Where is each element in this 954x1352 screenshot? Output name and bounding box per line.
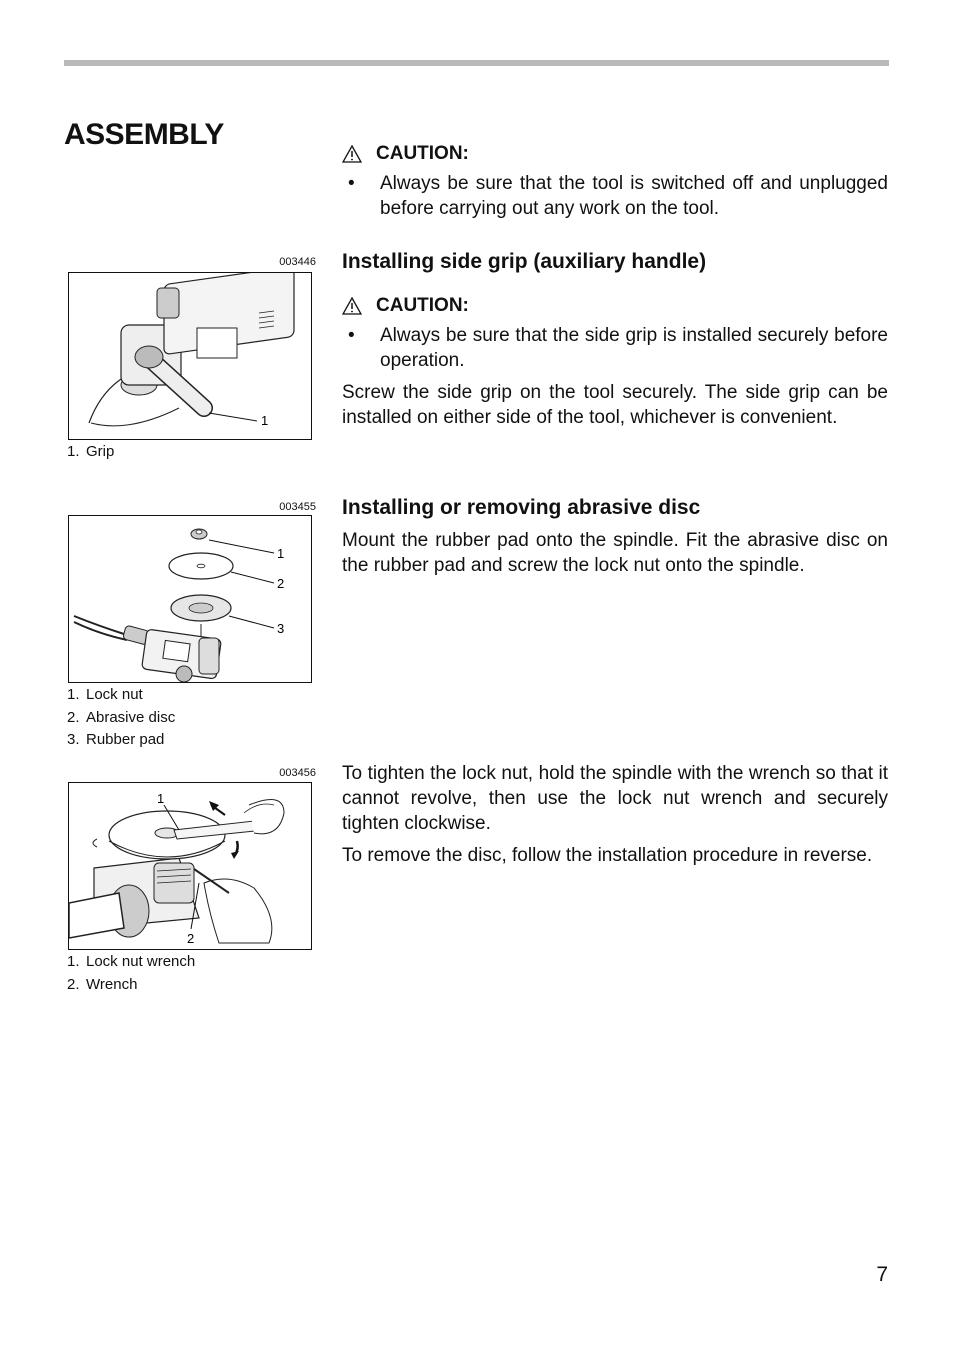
side-grip-heading: Installing side grip (auxiliary handle) <box>342 250 707 273</box>
figure-callout: 3 <box>277 621 285 636</box>
figure-callout: 1 <box>277 546 285 561</box>
caution-bullet: • Always be sure that the tool is switched off and unplugged before carrying out any work on the tool. <box>348 173 888 219</box>
figure-callout: 2 <box>277 576 285 591</box>
tighten-paragraph: To tighten the lock nut, hold the spindle with the wrench so that it cannot revolve, then use the lock nut wrench and securely tighten clockwise. <box>342 763 888 834</box>
legend-item: 2. Abrasive disc <box>67 708 176 726</box>
legend-item: 1. Lock nut <box>67 686 143 703</box>
tighten-section <box>342 761 888 868</box>
legend-item: 1. Lock nut wrench <box>67 953 196 970</box>
abrasive-disc-paragraph: Mount the rubber pad onto the spindle. Fit the abrasive disc on the rubber pad and screw the lock nut onto the spindle. <box>342 530 888 576</box>
page-number: 7 <box>876 1263 888 1286</box>
warning-triangle-icon <box>342 297 362 315</box>
figure-legend <box>67 951 195 996</box>
side-grip-section <box>342 250 888 430</box>
figure-legend <box>67 684 175 752</box>
caution-heading <box>342 143 888 165</box>
abrasive-disc-heading: Installing or removing abrasive disc <box>342 496 701 519</box>
figure-callout: 1 <box>261 413 269 428</box>
figure-callout: 1 <box>157 791 165 806</box>
legend-item: 3. Rubber pad <box>67 731 165 748</box>
warning-triangle-icon <box>342 145 362 163</box>
figure-legend <box>67 441 114 464</box>
figure-lock-nut-wrench <box>68 782 312 950</box>
abrasive-disc-section <box>342 496 888 578</box>
disc-assembly-illustration <box>69 516 312 683</box>
figure-side-grip <box>68 272 312 440</box>
wrench-tightening-illustration <box>69 783 312 950</box>
legend-item: 2. Wrench <box>67 975 138 993</box>
section-title: ASSEMBLY <box>64 118 224 151</box>
caution-label: CAUTION: <box>376 143 469 164</box>
figure-abrasive-disc <box>68 515 312 683</box>
legend-item: 1. Grip <box>67 443 115 460</box>
figure-code: 003455 <box>279 501 316 513</box>
side-grip-paragraph: Screw the side grip on the tool securely. The side grip can be installed on either side of the tool, whichever is convenient. <box>342 382 888 428</box>
figure-code: 003456 <box>279 767 316 779</box>
figure-callout: 2 <box>187 931 195 946</box>
figure-code: 003446 <box>279 256 316 268</box>
caution-top <box>342 143 888 221</box>
caution-bullet: • Always be sure that the side grip is installed securely before operation. <box>348 325 888 371</box>
header-rule <box>64 60 889 66</box>
caution-heading <box>342 295 888 317</box>
remove-paragraph: To remove the disc, follow the installation procedure in reverse. <box>342 845 873 866</box>
grinder-side-grip-illustration <box>69 273 312 440</box>
caution-label: CAUTION: <box>376 295 469 316</box>
